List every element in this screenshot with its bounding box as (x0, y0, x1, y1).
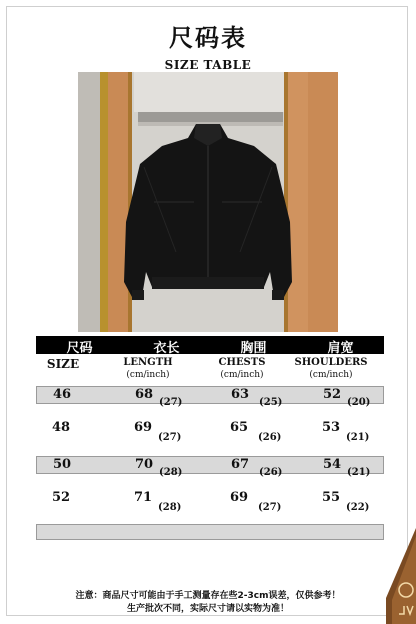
unit-shoulder: (cm/inch) (309, 370, 353, 380)
header-chest-en: CHESTS (218, 357, 266, 368)
cell-chest-inch: (26) (259, 467, 283, 478)
cell-length: 70 (135, 457, 154, 472)
header-size-en: SIZE (46, 357, 80, 371)
cell-length-inch: (27) (158, 432, 182, 443)
cell-shoulder: 54 (323, 457, 342, 472)
header-shoulder-cn: 肩宽 (327, 341, 354, 356)
cell-chest-inch: (25) (259, 397, 283, 408)
subhead-shoulder (286, 356, 376, 382)
subhead-length (103, 356, 193, 382)
brand-watermark-icon (386, 528, 416, 624)
cell-chest-inch: (26) (258, 432, 282, 443)
subhead-chest (197, 356, 287, 382)
header-length-en: LENGTH (123, 357, 173, 368)
cell-length: 71 (134, 490, 153, 505)
cell-chest: 69 (230, 490, 249, 505)
cell-shoulder-inch: (22) (346, 502, 370, 513)
table-header-bar (36, 336, 384, 354)
cell-size: 52 (52, 490, 71, 505)
cell-shoulder: 55 (322, 490, 341, 505)
cell-shoulder: 52 (323, 387, 342, 402)
cell-length-inch: (28) (159, 467, 183, 478)
cell-chest-inch: (27) (258, 502, 282, 513)
page-subtitle: SIZE TABLE (164, 58, 252, 72)
cell-size: 50 (53, 457, 72, 472)
cell-length: 69 (134, 420, 153, 435)
unit-length: (cm/inch) (126, 370, 170, 380)
header-chest-cn: 胸围 (240, 341, 267, 356)
table-row (36, 420, 384, 443)
cell-length: 68 (135, 387, 154, 402)
cell-length-inch: (27) (159, 397, 183, 408)
subhead-size (18, 358, 108, 372)
page-title: 尺码表 (169, 24, 247, 52)
note-line-1: 注意：商品尺寸可能由于手工测量存在些2-3cm误差，仅供参考！ (75, 591, 341, 601)
jacket-photo (78, 72, 338, 332)
cell-length-inch: (28) (158, 502, 182, 513)
unit-chest: (cm/inch) (220, 370, 264, 380)
cell-size: 46 (53, 387, 72, 402)
cell-shoulder: 53 (322, 420, 341, 435)
header-size-cn: 尺码 (66, 341, 93, 356)
cell-chest: 67 (231, 457, 250, 472)
cell-shoulder-inch: (20) (347, 397, 371, 408)
cell-shoulder-inch: (21) (346, 432, 370, 443)
cell-shoulder-inch: (21) (347, 467, 371, 478)
cell-chest: 65 (230, 420, 249, 435)
table-row (36, 490, 384, 513)
header-length-cn: 衣长 (153, 341, 180, 356)
table-row (36, 386, 384, 408)
note-line-2: 生产批次不同，实际尺寸请以实物为准！ (126, 604, 289, 614)
cell-size: 48 (52, 420, 71, 435)
table-footer-bar (36, 524, 384, 540)
header-shoulder-en: SHOULDERS (294, 357, 368, 368)
cell-chest: 63 (231, 387, 250, 402)
table-row (36, 456, 384, 478)
